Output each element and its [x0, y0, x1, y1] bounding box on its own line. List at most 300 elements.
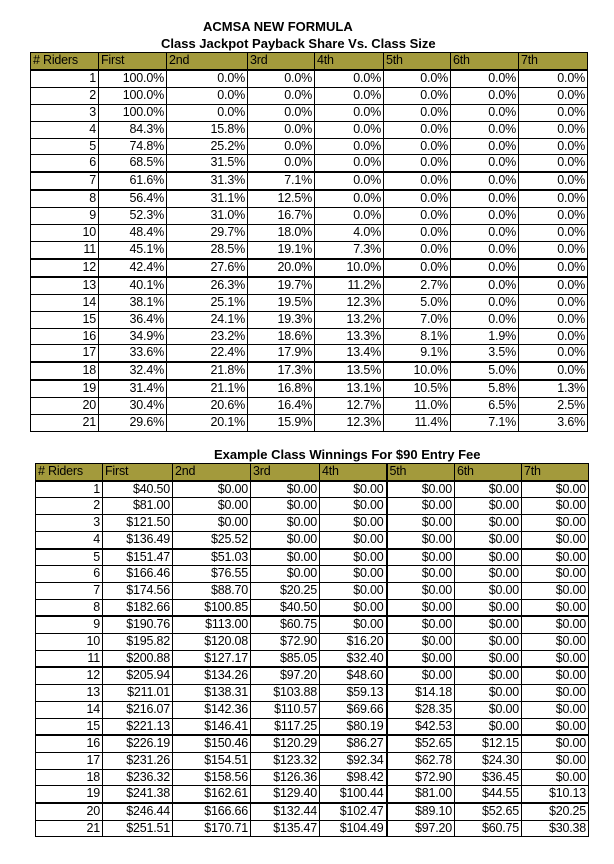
value-cell: 32.4% [99, 362, 167, 380]
value-cell: 0.0% [519, 104, 588, 121]
value-cell: $0.00 [522, 650, 589, 667]
value-cell: 10.0% [315, 259, 384, 277]
value-cell: $81.00 [103, 498, 173, 515]
value-cell: $0.00 [320, 481, 387, 498]
value-cell: $0.00 [251, 549, 320, 566]
value-cell: 0.0% [451, 70, 519, 87]
value-cell: $132.44 [251, 803, 320, 820]
value-cell: 1.3% [519, 380, 588, 397]
rider-count-cell: 5 [36, 549, 103, 566]
value-cell: 5.8% [451, 380, 519, 397]
column-header: 5th [387, 464, 455, 481]
value-cell: $241.38 [103, 786, 173, 803]
value-cell: 0.0% [384, 241, 451, 258]
value-cell: 30.4% [99, 398, 167, 415]
value-cell: $97.20 [251, 667, 320, 684]
value-cell: $0.00 [387, 566, 455, 583]
value-cell: 0.0% [315, 190, 384, 207]
value-cell: $44.55 [455, 786, 522, 803]
rider-count-cell: 4 [36, 531, 103, 548]
rider-count-cell: 14 [36, 701, 103, 718]
value-cell: $0.00 [173, 515, 251, 532]
value-cell: $36.45 [455, 769, 522, 786]
value-cell: 48.4% [99, 225, 167, 242]
value-cell: 23.2% [167, 328, 248, 345]
rider-count-cell: 18 [36, 769, 103, 786]
rider-count-cell: 19 [31, 380, 99, 397]
value-cell: $0.00 [522, 667, 589, 684]
value-cell: 0.0% [384, 208, 451, 225]
value-cell: 0.0% [384, 104, 451, 121]
rider-count-cell: 9 [31, 208, 99, 225]
value-cell: $102.47 [320, 803, 387, 820]
value-cell: 12.3% [315, 294, 384, 311]
value-cell: $59.13 [320, 685, 387, 702]
rider-count-cell: 20 [36, 803, 103, 820]
value-cell: 13.2% [315, 311, 384, 328]
table-row [31, 155, 588, 172]
value-cell: $135.47 [251, 820, 320, 837]
value-cell: 0.0% [519, 190, 588, 207]
rider-count-cell: 5 [31, 138, 99, 155]
rider-count-cell: 2 [31, 87, 99, 104]
table-row [31, 362, 588, 380]
value-cell: 13.1% [315, 380, 384, 397]
value-cell: 0.0% [519, 328, 588, 345]
value-cell: 12.5% [248, 190, 315, 207]
value-cell: 24.1% [167, 311, 248, 328]
column-header: 2nd [173, 464, 251, 481]
table-row [36, 531, 589, 548]
value-cell: $0.00 [522, 616, 589, 633]
table-row [36, 752, 589, 769]
value-cell: 7.0% [384, 311, 451, 328]
value-cell: $62.78 [387, 752, 455, 769]
value-cell: 0.0% [248, 87, 315, 104]
table-row [36, 549, 589, 566]
value-cell: 0.0% [384, 172, 451, 190]
value-cell: $0.00 [522, 599, 589, 616]
value-cell: $0.00 [455, 667, 522, 684]
value-cell: $0.00 [455, 582, 522, 599]
table-row [31, 328, 588, 345]
value-cell: 56.4% [99, 190, 167, 207]
rider-count-cell: 3 [31, 104, 99, 121]
value-cell: $0.00 [522, 718, 589, 735]
value-cell: $76.55 [173, 566, 251, 583]
value-cell: $103.88 [251, 685, 320, 702]
value-cell: 0.0% [248, 121, 315, 138]
value-cell: 29.6% [99, 415, 167, 432]
table-row [36, 634, 589, 651]
value-cell: $24.30 [455, 752, 522, 769]
table-row [36, 515, 589, 532]
table-row [36, 481, 589, 498]
value-cell: $236.32 [103, 769, 173, 786]
value-cell: $0.00 [522, 582, 589, 599]
value-cell: 0.0% [451, 138, 519, 155]
value-cell: $89.10 [387, 803, 455, 820]
column-header: 6th [455, 464, 522, 481]
value-cell: $16.20 [320, 634, 387, 651]
value-cell: $0.00 [387, 599, 455, 616]
value-cell: 0.0% [519, 138, 588, 155]
value-cell: 12.7% [315, 398, 384, 415]
value-cell: $40.50 [251, 599, 320, 616]
value-cell: 20.1% [167, 415, 248, 432]
value-cell: $0.00 [387, 616, 455, 633]
value-cell: 74.8% [99, 138, 167, 155]
value-cell: $42.53 [387, 718, 455, 735]
table-row [31, 121, 588, 138]
table-row [36, 820, 589, 837]
value-cell: 0.0% [315, 87, 384, 104]
value-cell: 100.0% [99, 70, 167, 87]
table-row [31, 104, 588, 121]
value-cell: 0.0% [451, 172, 519, 190]
rider-count-cell: 21 [31, 415, 99, 432]
value-cell: $251.51 [103, 820, 173, 837]
value-cell: $151.47 [103, 549, 173, 566]
column-header: 5th [384, 53, 451, 70]
rider-count-cell: 1 [36, 481, 103, 498]
value-cell: 0.0% [451, 294, 519, 311]
value-cell: 17.9% [248, 345, 315, 362]
rider-count-cell: 6 [31, 155, 99, 172]
value-cell: 21.8% [167, 362, 248, 380]
value-cell: $72.90 [387, 769, 455, 786]
value-cell: $211.01 [103, 685, 173, 702]
value-cell: 0.0% [384, 155, 451, 172]
value-cell: 25.1% [167, 294, 248, 311]
value-cell: 7.3% [315, 241, 384, 258]
value-cell: 100.0% [99, 104, 167, 121]
rider-count-cell: 4 [31, 121, 99, 138]
value-cell: $20.25 [522, 803, 589, 820]
value-cell: $0.00 [387, 498, 455, 515]
value-cell: 22.4% [167, 345, 248, 362]
value-cell: $142.36 [173, 701, 251, 718]
value-cell: 31.5% [167, 155, 248, 172]
table-row [36, 599, 589, 616]
value-cell: 0.0% [451, 241, 519, 258]
value-cell: $221.13 [103, 718, 173, 735]
table-row [36, 718, 589, 735]
header-row [36, 464, 589, 481]
value-cell: 18.6% [248, 328, 315, 345]
value-cell: $0.00 [173, 498, 251, 515]
table1-subtitle: Class Jackpot Payback Share Vs. Class Size [161, 36, 436, 51]
value-cell: $170.71 [173, 820, 251, 837]
table2-title: Example Class Winnings For $90 Entry Fee [214, 447, 481, 462]
value-cell: $100.44 [320, 786, 387, 803]
value-cell: 9.1% [384, 345, 451, 362]
rider-count-cell: 11 [31, 241, 99, 258]
value-cell: 61.6% [99, 172, 167, 190]
value-cell: $134.26 [173, 667, 251, 684]
table-row [31, 138, 588, 155]
rider-count-cell: 20 [31, 398, 99, 415]
value-cell: $51.03 [173, 549, 251, 566]
value-cell: $0.00 [522, 769, 589, 786]
value-cell: 0.0% [248, 70, 315, 87]
column-header: First [99, 53, 167, 70]
value-cell: $12.15 [455, 735, 522, 752]
table-row [36, 769, 589, 786]
value-cell: 0.0% [384, 225, 451, 242]
value-cell: $97.20 [387, 820, 455, 837]
value-cell: $216.07 [103, 701, 173, 718]
rider-count-cell: 18 [31, 362, 99, 380]
rider-count-cell: 12 [36, 667, 103, 684]
column-header: 2nd [167, 53, 248, 70]
value-cell: 19.1% [248, 241, 315, 258]
table-row [31, 311, 588, 328]
table-row [36, 650, 589, 667]
value-cell: 21.1% [167, 380, 248, 397]
value-cell: 38.1% [99, 294, 167, 311]
rider-count-cell: 9 [36, 616, 103, 633]
table-row [36, 498, 589, 515]
value-cell: 0.0% [519, 70, 588, 87]
table-row [36, 667, 589, 684]
value-cell: $48.60 [320, 667, 387, 684]
value-cell: $28.35 [387, 701, 455, 718]
value-cell: $52.65 [455, 803, 522, 820]
value-cell: 0.0% [167, 104, 248, 121]
value-cell: 36.4% [99, 311, 167, 328]
value-cell: $158.56 [173, 769, 251, 786]
value-cell: 4.0% [315, 225, 384, 242]
value-cell: $127.17 [173, 650, 251, 667]
payback-share-table [30, 52, 588, 432]
value-cell: $0.00 [387, 650, 455, 667]
rider-count-cell: 1 [31, 70, 99, 87]
value-cell: $246.44 [103, 803, 173, 820]
value-cell: $110.57 [251, 701, 320, 718]
value-cell: 29.7% [167, 225, 248, 242]
value-cell: 100.0% [99, 87, 167, 104]
value-cell: 0.0% [519, 225, 588, 242]
value-cell: 0.0% [519, 87, 588, 104]
table-row [36, 566, 589, 583]
value-cell: $0.00 [455, 481, 522, 498]
value-cell: 0.0% [384, 259, 451, 277]
value-cell: $32.40 [320, 650, 387, 667]
value-cell: $162.61 [173, 786, 251, 803]
value-cell: $154.51 [173, 752, 251, 769]
value-cell: $0.00 [251, 498, 320, 515]
rider-count-cell: 8 [36, 599, 103, 616]
value-cell: $60.75 [455, 820, 522, 837]
column-header: 4th [315, 53, 384, 70]
table-row [31, 208, 588, 225]
table-row [31, 241, 588, 258]
value-cell: 28.5% [167, 241, 248, 258]
value-cell: $0.00 [522, 531, 589, 548]
value-cell: $0.00 [522, 752, 589, 769]
value-cell: $0.00 [387, 582, 455, 599]
value-cell: $81.00 [387, 786, 455, 803]
value-cell: $0.00 [522, 701, 589, 718]
value-cell: $0.00 [455, 566, 522, 583]
value-cell: 18.0% [248, 225, 315, 242]
value-cell: $0.00 [387, 667, 455, 684]
value-cell: 0.0% [167, 70, 248, 87]
value-cell: $98.42 [320, 769, 387, 786]
value-cell: 34.9% [99, 328, 167, 345]
column-header: 3rd [248, 53, 315, 70]
value-cell: 1.9% [451, 328, 519, 345]
value-cell: $0.00 [320, 531, 387, 548]
value-cell: $126.36 [251, 769, 320, 786]
table-row [31, 87, 588, 104]
value-cell: 31.4% [99, 380, 167, 397]
value-cell: 31.0% [167, 208, 248, 225]
table-row [36, 616, 589, 633]
value-cell: 0.0% [384, 70, 451, 87]
value-cell: $226.19 [103, 735, 173, 752]
value-cell: 11.4% [384, 415, 451, 432]
value-cell: 0.0% [519, 259, 588, 277]
value-cell: $0.00 [455, 718, 522, 735]
value-cell: $0.00 [455, 549, 522, 566]
value-cell: 0.0% [384, 121, 451, 138]
value-cell: $10.13 [522, 786, 589, 803]
rider-count-cell: 10 [31, 225, 99, 242]
rider-count-cell: 17 [36, 752, 103, 769]
value-cell: 0.0% [248, 155, 315, 172]
value-cell: 20.0% [248, 259, 315, 277]
value-cell: $0.00 [522, 685, 589, 702]
value-cell: $150.46 [173, 735, 251, 752]
value-cell: 0.0% [315, 172, 384, 190]
value-cell: 5.0% [384, 294, 451, 311]
value-cell: 17.3% [248, 362, 315, 380]
value-cell: $0.00 [522, 515, 589, 532]
value-cell: 52.3% [99, 208, 167, 225]
value-cell: $0.00 [387, 481, 455, 498]
rider-count-cell: 16 [31, 328, 99, 345]
table-row [36, 685, 589, 702]
value-cell: $0.00 [522, 735, 589, 752]
value-cell: 0.0% [519, 121, 588, 138]
value-cell: $104.49 [320, 820, 387, 837]
header-row [31, 53, 588, 70]
value-cell: 40.1% [99, 277, 167, 294]
value-cell: 16.4% [248, 398, 315, 415]
value-cell: 13.3% [315, 328, 384, 345]
value-cell: $136.49 [103, 531, 173, 548]
value-cell: $129.40 [251, 786, 320, 803]
value-cell: $0.00 [522, 498, 589, 515]
value-cell: $0.00 [455, 650, 522, 667]
rider-count-cell: 13 [36, 685, 103, 702]
value-cell: 0.0% [451, 190, 519, 207]
rider-count-cell: 15 [31, 311, 99, 328]
rider-count-cell: 13 [31, 277, 99, 294]
value-cell: $0.00 [455, 701, 522, 718]
value-cell: 0.0% [451, 259, 519, 277]
value-cell: 12.3% [315, 415, 384, 432]
value-cell: $200.88 [103, 650, 173, 667]
value-cell: 19.7% [248, 277, 315, 294]
value-cell: 0.0% [167, 87, 248, 104]
value-cell: 0.0% [315, 104, 384, 121]
value-cell: $231.26 [103, 752, 173, 769]
value-cell: 0.0% [519, 345, 588, 362]
value-cell: $0.00 [455, 531, 522, 548]
value-cell: $121.50 [103, 515, 173, 532]
value-cell: $60.75 [251, 616, 320, 633]
table-row [36, 582, 589, 599]
value-cell: 3.5% [451, 345, 519, 362]
rider-count-cell: 17 [31, 345, 99, 362]
rider-count-cell: 2 [36, 498, 103, 515]
value-cell: 0.0% [519, 294, 588, 311]
value-cell: 0.0% [519, 362, 588, 380]
value-cell: 0.0% [451, 121, 519, 138]
column-header: First [103, 464, 173, 481]
column-header: # Riders [31, 53, 99, 70]
value-cell: $0.00 [455, 616, 522, 633]
rider-count-cell: 11 [36, 650, 103, 667]
value-cell: 0.0% [451, 225, 519, 242]
value-cell: $123.32 [251, 752, 320, 769]
value-cell: $174.56 [103, 582, 173, 599]
value-cell: 0.0% [451, 155, 519, 172]
column-header: # Riders [36, 464, 103, 481]
value-cell: $146.41 [173, 718, 251, 735]
value-cell: $0.00 [173, 481, 251, 498]
table-row [31, 398, 588, 415]
rider-count-cell: 7 [31, 172, 99, 190]
value-cell: 0.0% [451, 87, 519, 104]
value-cell: 5.0% [451, 362, 519, 380]
rider-count-cell: 19 [36, 786, 103, 803]
value-cell: 10.5% [384, 380, 451, 397]
value-cell: 84.3% [99, 121, 167, 138]
value-cell: $0.00 [522, 549, 589, 566]
table-row [36, 701, 589, 718]
value-cell: 6.5% [451, 398, 519, 415]
value-cell: 27.6% [167, 259, 248, 277]
value-cell: 13.4% [315, 345, 384, 362]
table-row [36, 786, 589, 803]
value-cell: 31.1% [167, 190, 248, 207]
value-cell: $138.31 [173, 685, 251, 702]
value-cell: $40.50 [103, 481, 173, 498]
value-cell: 0.0% [451, 311, 519, 328]
value-cell: 0.0% [519, 311, 588, 328]
value-cell: 0.0% [519, 277, 588, 294]
value-cell: $25.52 [173, 531, 251, 548]
value-cell: 25.2% [167, 138, 248, 155]
value-cell: $52.65 [387, 735, 455, 752]
value-cell: 0.0% [248, 138, 315, 155]
value-cell: 68.5% [99, 155, 167, 172]
rider-count-cell: 21 [36, 820, 103, 837]
value-cell: $0.00 [387, 515, 455, 532]
table-row [31, 294, 588, 311]
table-row [31, 415, 588, 432]
value-cell: $0.00 [251, 481, 320, 498]
value-cell: $190.76 [103, 616, 173, 633]
value-cell: 0.0% [451, 104, 519, 121]
value-cell: 13.5% [315, 362, 384, 380]
value-cell: $100.85 [173, 599, 251, 616]
value-cell: $0.00 [251, 566, 320, 583]
